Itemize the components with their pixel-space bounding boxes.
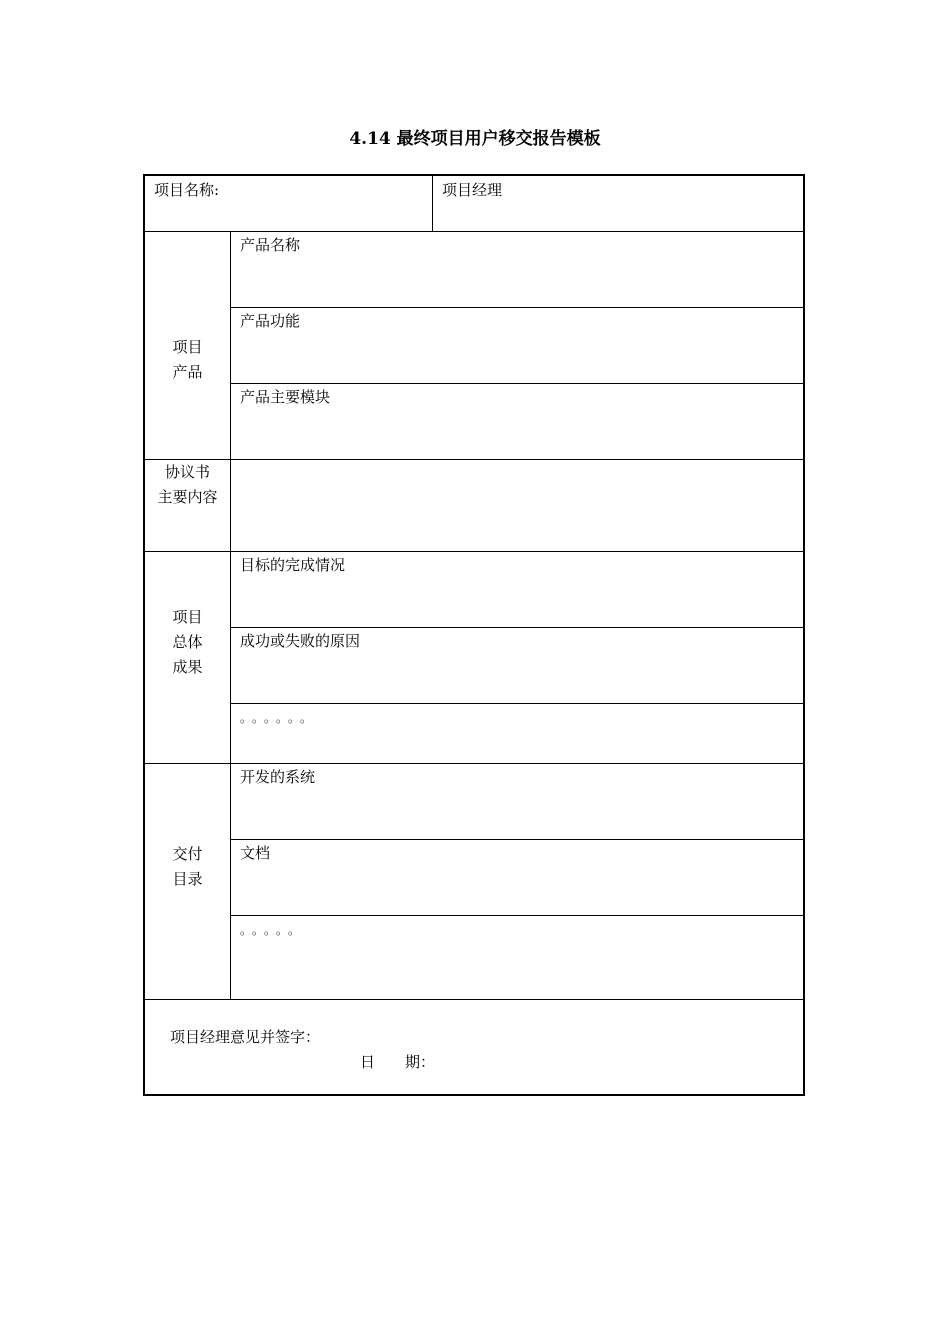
success-failure-reason-label: 成功或失败的原因: [240, 632, 361, 650]
documents-label: 文档: [240, 844, 271, 862]
divider-overall-section: [145, 763, 803, 764]
divider-product-function: [231, 383, 803, 384]
divider-agreement-section: [145, 551, 803, 552]
divider-product-name: [231, 307, 803, 308]
overall-result-label-line3: 成果: [172, 658, 203, 676]
handover-form: [143, 174, 805, 1096]
header-divider: [432, 176, 433, 231]
delivery-label: [145, 842, 230, 892]
delivery-label-line1: 交付: [172, 845, 203, 863]
project-name-label: 项目名称:: [154, 181, 220, 199]
manager-opinion-label: 项目经理意见并签字：: [170, 1028, 321, 1046]
divider-developed-system: [231, 839, 803, 840]
delivery-ellipsis: 。。。。。: [240, 923, 307, 937]
agreement-label-line2: 主要内容: [157, 488, 218, 506]
overall-result-label-line2: 总体: [172, 633, 203, 651]
divider-success-failure: [231, 703, 803, 704]
developed-system-label: 开发的系统: [240, 768, 316, 786]
divider-documents: [231, 915, 803, 916]
project-product-label-line1: 项目: [172, 338, 203, 356]
product-function-label: 产品功能: [240, 312, 301, 330]
product-name-label: 产品名称: [240, 236, 301, 254]
overall-result-ellipsis: 。。。。。。: [240, 711, 319, 725]
project-product-label: [145, 335, 230, 385]
divider-product-section: [145, 459, 803, 460]
overall-result-label-line1: 项目: [172, 608, 203, 626]
divider-delivery-section: [145, 999, 803, 1000]
goal-completion-label: 目标的完成情况: [240, 556, 346, 574]
left-column-divider: [230, 232, 231, 999]
project-manager-label: 项目经理: [442, 181, 503, 199]
date-label: 日 期：: [360, 1053, 436, 1071]
project-product-label-line2: 产品: [172, 363, 203, 381]
overall-result-label: [145, 605, 230, 680]
divider-goal-completion: [231, 627, 803, 628]
delivery-label-line2: 目录: [172, 870, 203, 888]
page-title: 4.14 最终项目用户移交报告模板: [349, 129, 601, 149]
divider-header-bottom: [145, 231, 803, 232]
agreement-label: [145, 460, 230, 510]
agreement-label-line1: 协议书: [164, 463, 210, 481]
product-modules-label: 产品主要模块: [240, 388, 331, 406]
